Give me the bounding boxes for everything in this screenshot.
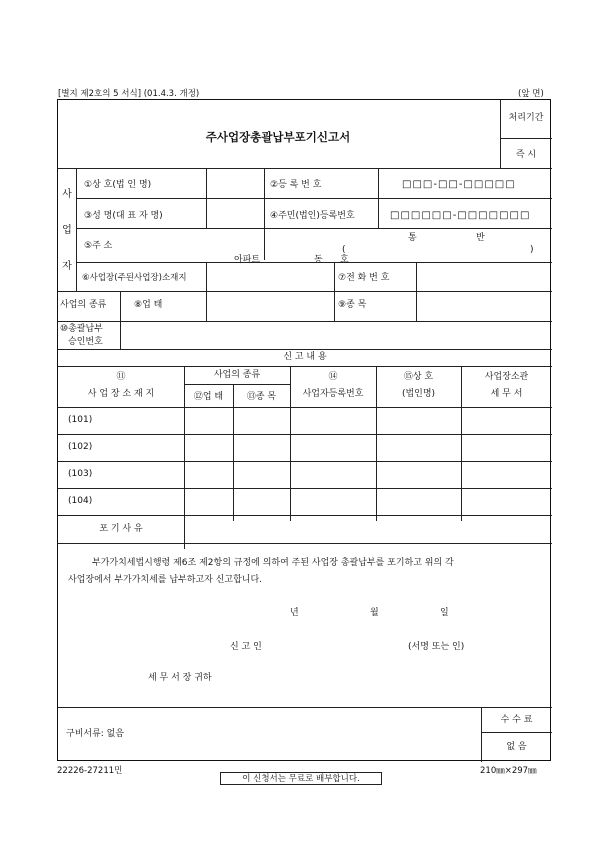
- form-number: [별지 제2호의 5 서식] (01.4.3. 개정): [58, 89, 200, 99]
- form-code: 22226-27211민: [57, 766, 123, 776]
- fee-value: 없 음: [506, 742, 527, 752]
- date-year: 년: [290, 608, 299, 618]
- col-business-type: 사업의 종류: [213, 370, 261, 380]
- main-location-label: ⑥사업장(주된사업장)소재지: [82, 273, 187, 283]
- phone-label: ⑦전 화 번 호: [338, 273, 390, 283]
- approval-number-label-1: ⑩총괄납부: [60, 324, 103, 334]
- report-row-101: (101): [68, 415, 93, 425]
- form-title: 주사업장총괄납부포기신고서: [205, 130, 351, 144]
- resident-id-boxes[interactable]: □□□□□□-□□□□□□□: [390, 210, 531, 221]
- report-section-title: 신 고 내 용: [283, 352, 327, 362]
- address-paren-close: ): [530, 245, 534, 255]
- fee-label: 수 수 료: [500, 715, 533, 725]
- address-paren-open: (: [342, 245, 346, 255]
- signature-label: (서명 또는 인): [408, 642, 465, 652]
- statement-line-1: 부가가치세법시행령 제6조 제2항의 규정에 의하여 주된 사업장 총괄납부를 포기하고 위의 각: [92, 558, 454, 568]
- col-category: ⑫업 태: [193, 392, 224, 402]
- approval-number-label-2: 승인번호: [68, 337, 103, 347]
- address-label: ⑤주 소: [84, 241, 113, 251]
- free-distribution-notice: 이 신청서는 무료로 배부합니다.: [220, 772, 382, 785]
- reason-label: 포 기 사 유: [99, 524, 143, 534]
- business-item-label: ⑨종 목: [338, 300, 367, 310]
- applicant-label: 신 고 인: [230, 642, 262, 652]
- col-location-number: ⑪: [116, 372, 126, 382]
- address-dong: 동: [314, 255, 323, 265]
- address-ban: 반: [476, 233, 485, 243]
- col-trade-name-sub: (법인명): [401, 389, 436, 399]
- processing-period-label: 처리기간: [508, 113, 544, 123]
- page-side: (앞 면): [518, 89, 544, 99]
- form-frame: [57, 99, 551, 761]
- col-registration-number: 사업자등록번호: [302, 389, 364, 399]
- representative-name-label: ③성 명(대 표 자 명): [84, 211, 163, 221]
- business-type-label: 사업의 종류: [60, 300, 107, 310]
- paper-size: 210㎜×297㎜: [480, 766, 537, 776]
- processing-period-value: 즉 시: [515, 150, 537, 160]
- col-trade-name: ⑮상 호: [403, 372, 434, 382]
- registration-number-boxes[interactable]: □□□-□□-□□□□□: [402, 179, 516, 190]
- resident-id-label: ④주민(법인)등록번호: [270, 211, 355, 221]
- col-location: 사 업 장 소 재 지: [87, 389, 155, 399]
- col-regno-number: ⑭: [328, 372, 338, 382]
- side-label-eop: 업: [62, 225, 72, 236]
- address-ho: 호: [340, 255, 349, 265]
- attachments-label: 구비서류: 없음: [66, 729, 125, 739]
- report-row-103: (103): [68, 469, 93, 479]
- date-day: 일: [440, 608, 449, 618]
- trade-name-label: ①상 호(법 인 명): [84, 180, 152, 190]
- side-label-ja: 자: [62, 261, 72, 272]
- business-category-label: ⑧업 태: [134, 300, 163, 310]
- col-tax-office-1: 사업장소관: [484, 372, 529, 382]
- recipient-label: 세 무 서 장 귀하: [148, 673, 212, 683]
- col-item: ⑬종 목: [246, 392, 277, 402]
- date-month: 월: [370, 608, 379, 618]
- statement-line-2: 사업장에서 부가가치세를 납부하고자 신고합니다.: [68, 575, 263, 585]
- col-tax-office-2: 세 무 서: [490, 389, 523, 399]
- report-row-104: (104): [68, 496, 93, 506]
- address-tong: 통: [408, 233, 417, 243]
- side-label-sa: 사: [62, 189, 72, 200]
- report-row-102: (102): [68, 442, 93, 452]
- registration-number-label: ②등 록 번 호: [270, 180, 322, 190]
- address-apt: 아파트: [234, 255, 261, 265]
